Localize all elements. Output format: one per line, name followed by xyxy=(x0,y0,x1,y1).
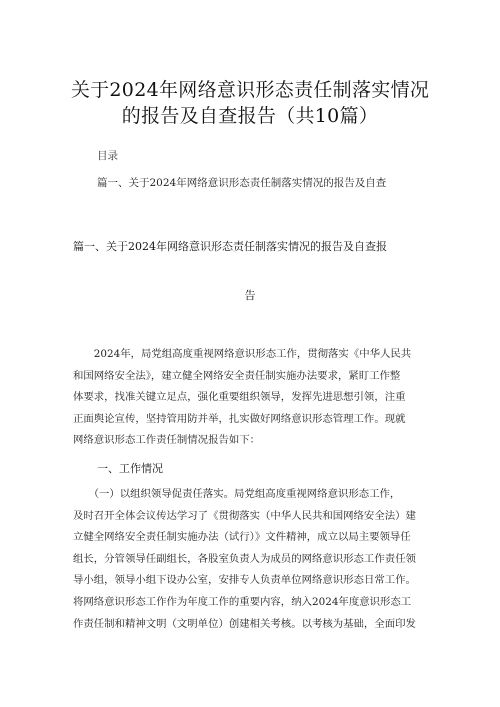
document-title-line-1: 关于2024年网络意识形态责任制落实情况 xyxy=(70,79,430,101)
toc-item-1[interactable]: 篇一、关于2024年网络意识形态责任制落实情况的报告及自查 xyxy=(97,177,387,189)
intro-line: 正面舆论宣传，坚持管用防并举，扎实做好网络意识形态管理工作。现就 xyxy=(73,412,406,425)
body-line: 导小组，领导小组下设办公室，安排专人负责单位网络意识形态日常工作。 xyxy=(73,574,416,587)
intro-line: 体要求，找准关键立足点，强化重要组织领导，发挥先进思想引领，注重 xyxy=(73,391,406,404)
body-line: 组长，分管领导任副组长，各股室负责人为成员的网络意识形态工作责任领 xyxy=(73,552,416,565)
body-paragraph xyxy=(73,484,428,635)
intro-line: 2024年，局党组高度重视网络意识形态工作，贯彻落实《中华人民共 xyxy=(73,348,412,360)
intro-line: 网络意识形态工作责任制情况报告如下： xyxy=(73,434,261,447)
body-line: 及时召开全体会议传达学习了《贯彻落实（中华人民共和国网络安全法）建 xyxy=(73,509,416,522)
body-line: 将网络意识形态工作作为年度工作的重要内容，纳入2024年度意识形态工 xyxy=(73,595,412,608)
toc-label: 目录 xyxy=(97,150,118,162)
section-heading: 篇一、关于2024年网络意识形态责任制落实情况的报告及自查报 xyxy=(73,240,387,253)
subheading-work-status: 一、工作情况 xyxy=(97,462,163,475)
document-title-line-2: 的报告及自查报告（共10篇） xyxy=(121,105,379,127)
body-line: 立健全网络安全责任制实施办法（试行）》文件精神，成立以局主要领导任 xyxy=(73,531,411,544)
section-heading-continued: 告 xyxy=(244,289,256,302)
body-line: （一）以组织领导促责任落实。局党组高度重视网络意识形态工作， xyxy=(73,488,401,500)
intro-line: 和国网络安全法》，建立健全网络安全责任制实施办法要求，紧盯工作整 xyxy=(73,369,401,382)
intro-paragraph xyxy=(73,344,428,452)
body-line: 作责任制和精神文明（文明单位）创建相关考核。以考核为基础，全面印发 xyxy=(73,617,416,630)
